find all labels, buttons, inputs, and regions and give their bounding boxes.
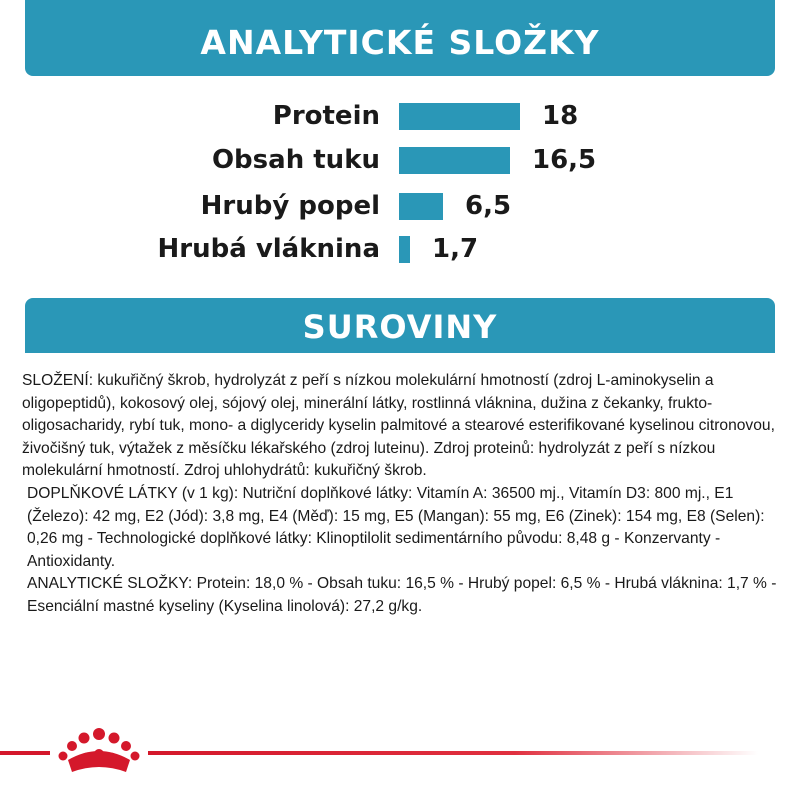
composition-text [22, 370, 782, 619]
nutrient-label: Obsah tuku [211, 145, 380, 175]
nutrient-value: 18 [542, 101, 579, 131]
analytical-paragraph: ANALYTICKÉ SLOŽKY: Protein: 18,0 % - Obsah tuku: 16,5 % - Hrubý popel: 6,5 % - Hrubá vláknina: 1,7 % - Esenciální mastné kyseliny (Kyselina linolová): 27,2 g/kg. [27, 575, 777, 615]
nutrient-label: Protein [272, 101, 380, 131]
additives-paragraph: DOPLŇKOVÉ LÁTKY (v 1 kg): Nutriční doplňkové látky: Vitamín A: 36500 mj., Vitamín D3: 800 mj., E1 (Železo): 42 mg, E2 (Jód): 3,8 mg, E4 (Měď): 15 mg, E5 (Mangan): 55 mg, E6 (Zinek): 154 mg, E8 (Selen): 0,26 mg - Technologické doplňkové látky: Klinoptilolit sedimentárního původu: 8,48 g - Konzervanty - Antioxidanty. [27, 484, 765, 570]
nutrient-value: 1,7 [432, 234, 479, 264]
composition-paragraph: SLOŽENÍ: kukuřičný škrob, hydrolyzát z peří s nízkou molekulární hmotností (zdroj L-aminokyselin a oligopeptidů), kokosový olej, sójový olej, minerální látky, rostlinná vláknina, dužina z čekanky, frukto-oligosacharidy, rybí tuk, mono- a diglyceridy kyselin palmitové a stearové esterifikované kyselinou citronovou, živočišný tuk, výtažek z měsíčku lékařského (zdroj luteinu). Zdroj proteinů: hydrolyzát z peří s nízkou molekulární hmotností. Zdroj uhlohydrátů: kukuřičný škrob. [22, 372, 775, 480]
analytical-header-banner [25, 0, 775, 76]
royal-canin-crown-icon [54, 722, 144, 780]
nutrient-bar [399, 147, 510, 174]
nutrient-value: 16,5 [532, 145, 597, 175]
nutrient-label: Hrubý popel [200, 191, 380, 221]
nutrient-row [0, 227, 800, 271]
nutrient-bar [399, 103, 520, 130]
analytical-header-title: ANALYTICKÉ SLOŽKY [200, 22, 600, 62]
footer-red-line-right [148, 751, 758, 755]
footer-red-line-left [0, 751, 50, 755]
nutrient-label: Hrubá vláknina [157, 234, 380, 264]
nutrient-row [0, 94, 800, 138]
nutrient-row [0, 138, 800, 182]
ingredients-header-banner [25, 298, 775, 353]
nutrient-bar [399, 236, 410, 263]
nutrient-value: 6,5 [465, 191, 512, 221]
nutrient-row [0, 184, 800, 228]
nutrient-bar [399, 193, 443, 220]
ingredients-header-title: SUROVINY [302, 307, 498, 346]
